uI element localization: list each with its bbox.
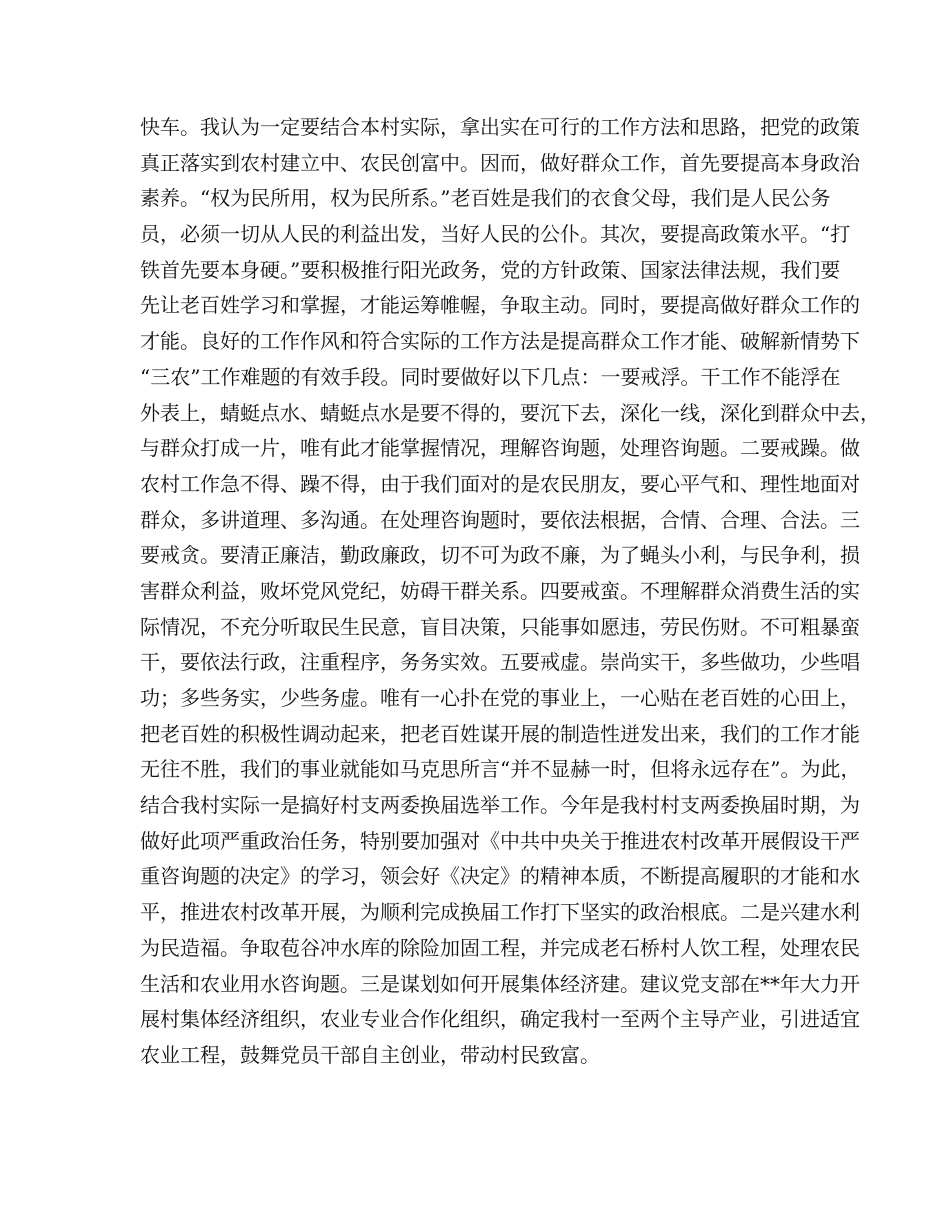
- text-line: 与群众打成一片，唯有此才能掌握情况，理解咨询题，处理咨询题。二要戒躁。做: [140, 436, 860, 461]
- text-line: 干，要依法行政，注重程序，务务实效。五要戒虚。崇尚实干，多些做功，少些唱: [140, 650, 860, 675]
- text-line: 要戒贪。要清正廉洁，勤政廉政，切不可为政不廉，为了蝇头小利，与民争利，损: [140, 543, 860, 568]
- text-line: 无往不胜，我们的事业就能如马克思所言“并不显赫一时，但将永远存在”。为此，: [140, 757, 861, 782]
- text-line: 先让老百姓学习和掌握，才能运筹帷幄，争取主动。同时，要提高做好群众工作的: [140, 293, 860, 318]
- text-line: 结合我村实际一是搞好村支两委换届选举工作。今年是我村村支两委换届时期，为: [140, 793, 860, 818]
- text-line: 生活和农业用水咨询题。三是谋划如何开展集体经济建。建议党支部在**年大力开: [140, 971, 860, 996]
- text-line: 农村工作急不得、躁不得，由于我们面对的是农民朋友，要心平气和、理性地面对: [140, 471, 860, 496]
- text-line: 农业工程，鼓舞党员干部自主创业，带动村民致富。: [140, 1042, 600, 1067]
- text-line: 做好此项严重政治任务，特别要加强对《中共中央关于推进农村改革开展假设干严: [140, 828, 860, 853]
- text-line: 害群众利益，败坏党风党纪，妨碍干群关系。四要戒蛮。不理解群众消费生活的实: [140, 578, 860, 603]
- text-line: 群众，多讲道理、多沟通。在处理咨询题时，要依法根据，合情、合理、合法。三: [140, 507, 860, 532]
- text-line: 外表上，蜻蜓点水、蜻蜓点水是要不得的，要沉下去，深化一线，深化到群众中去，: [140, 400, 880, 425]
- text-line: 铁首先要本身硬。”要积极推行阳光政务，党的方针政策、国家法律法规，我们要: [140, 257, 841, 282]
- text-line: 功；多些务实，少些务虚。唯有一心扑在党的事业上，一心贴在老百姓的心田上，: [140, 686, 860, 710]
- text-line: 展村集体经济组织，农业专业合作化组织，确定我村一至两个主导产业，引进适宜: [140, 1007, 860, 1032]
- text-line: 为民造福。争取苞谷冲水库的除险加固工程，并完成老石桥村人饮工程，处理农民: [140, 935, 860, 960]
- text-line: 员，必须一切从人民的利益出发，当好人民的公仆。其次，要提高政策水平。“打: [140, 222, 851, 247]
- text-line: 素养。“权为民所用，权为民所系。”老百姓是我们的衣食父母，我们是人民公务: [140, 186, 831, 211]
- text-line: 快车。我认为一定要结合本村实际，拿出实在可行的工作方法和思路，把党的政策: [140, 115, 860, 139]
- text-line: 重咨询题的决定》的学习，领会好《决定》的精神本质，不断提高履职的才能和水: [140, 864, 860, 889]
- text-line: 际情况，不充分听取民生民意，盲目决策，只能事如愿违，劳民伤财。不可粗暴蛮: [140, 614, 860, 639]
- text-line: 真正落实到农村建立中、农民创富中。因而，做好群众工作，首先要提高本身政治: [140, 150, 860, 175]
- text-line: 把老百姓的积极性调动起来，把老百姓谋开展的制造性迸发出来，我们的工作才能: [140, 721, 860, 746]
- text-line: 才能。良好的工作作风和符合实际的工作方法是提高群众工作才能、破解新情势下: [140, 329, 860, 354]
- body-paragraph: [140, 110, 880, 1074]
- text-line: 平，推进农村改革开展，为顺利完成换届工作打下坚实的政治根底。二是兴建水利: [140, 900, 860, 925]
- text-line: “三农”工作难题的有效手段。同时要做好以下几点：一要戒浮。干工作不能浮在: [140, 364, 841, 389]
